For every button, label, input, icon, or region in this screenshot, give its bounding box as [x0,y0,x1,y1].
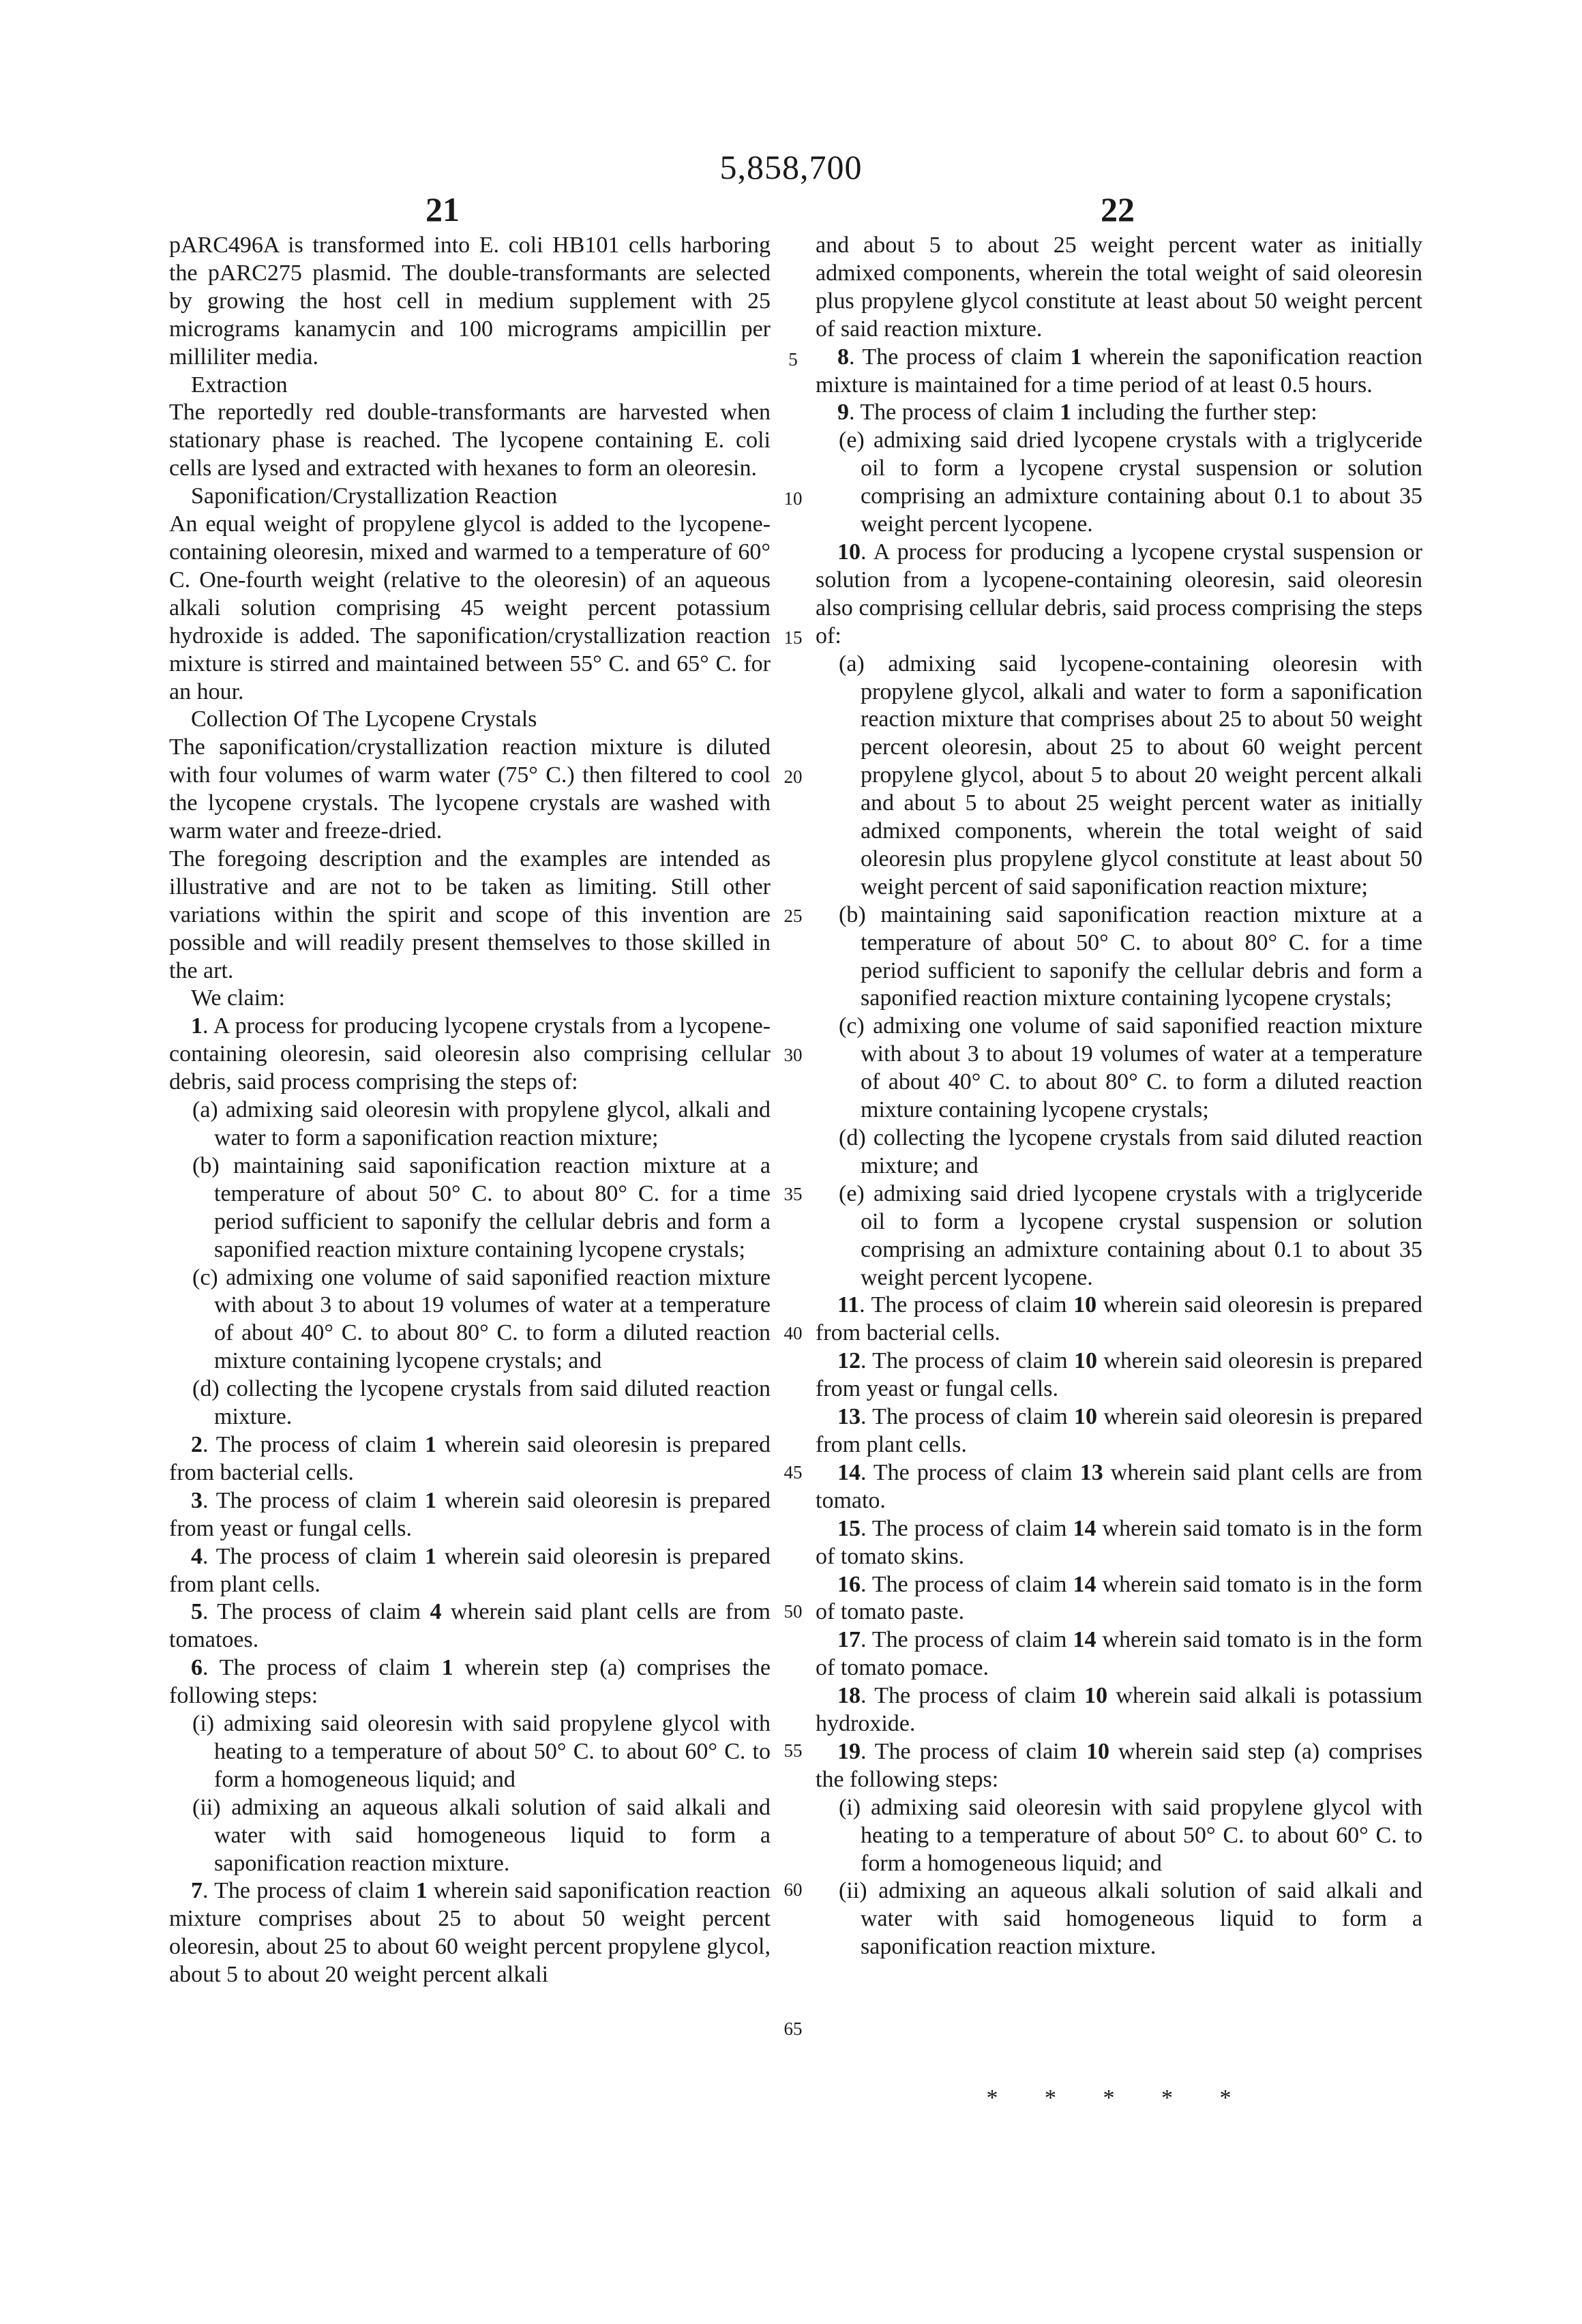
claim-text: wherein said tomato is in the form of tomato skins. [816,1516,1422,1569]
claim-step: (e) admixing said dried lycopene crystals with a triglyceride oil to form a lycopene crystal suspension or solution comprising an admixture containing about 0.1 to about 35 weight percent lycopene. [816,1180,1422,1292]
claim-text: wherein said oleoresin is prepared from plant cells. [816,1404,1422,1457]
claim-number: 5 [191,1599,203,1624]
claim-19 [816,1738,1422,1794]
claim-number: 13 [837,1404,861,1429]
claim-ref: 1 [442,1655,453,1680]
line-number: 65 [779,2018,807,2040]
claim-text: wherein step (a) comprises the following steps: [169,1655,771,1708]
claim-text: . The process of claim [861,1572,1073,1597]
claim-step: (c) admixing one volume of said saponified reaction mixture with about 3 to about 19 volumes of water at a temperature of about 40° C. to about 80° C. to form a diluted reaction mixture containing lycopene crystals; [816,1013,1422,1124]
claim-8 [816,344,1422,400]
section-heading: Extraction [169,372,771,400]
claim-15 [816,1515,1422,1571]
claim-6 [169,1654,771,1710]
claim-number: 12 [837,1348,861,1373]
claim-number: 2 [191,1432,203,1457]
claim-ref: 10 [1074,1404,1097,1429]
claim-text: wherein said oleoresin is prepared from bacterial cells. [169,1432,771,1485]
claim-7-continued: and about 5 to about 25 weight percent water as initially admixed components, wherein the total weight of said oleoresin plus propylene glycol constitute at least about 50 weight percent of said reaction mixture. [816,232,1422,344]
claim-text: . The process of claim [861,1516,1073,1541]
claim-text: . A process for producing lycopene crystals from a lycopene-containing oleoresin, said oleoresin also comprising cellular debris, said process comprising the steps of: [169,1013,771,1094]
claim-13 [816,1403,1422,1459]
claim-step: (d) collecting the lycopene crystals from said diluted reaction mixture. [169,1375,771,1431]
paragraph: The reportedly red double-transformants are harvested when stationary phase is reached. The lycopene containing E. coli cells are lysed and extracted with hexanes to form an oleoresin. [169,399,771,483]
line-number: 10 [779,488,807,509]
claim-18 [816,1682,1422,1738]
claim-ref: 10 [1084,1683,1107,1708]
claim-text: . The process of claim [203,1432,425,1457]
claim-number: 4 [191,1544,203,1569]
claim-text: including the further step: [1071,400,1317,425]
claim-text: wherein the saponification reaction mixture is maintained for a time period of at least 0.5 hours. [816,344,1422,398]
claim-9 [816,399,1422,427]
claim-step: (ii) admixing an aqueous alkali solution of said alkali and water with said homogeneous liquid to form a saponification reaction mixture. [169,1794,771,1878]
claim-ref: 14 [1073,1627,1096,1652]
claim-4 [169,1543,771,1599]
we-claim: We claim: [169,985,771,1013]
line-number: 60 [779,1879,807,1901]
claim-ref: 14 [1073,1516,1096,1541]
claim-text: . The process of claim [203,1655,442,1680]
claim-number: 9 [837,400,849,425]
paragraph: The foregoing description and the examples are intended as illustrative and are not to be taken as limiting. Still other variations within the spirit and scope of this invention are possible and will readily present themselves to those skilled in the art. [169,846,771,985]
claim-text: . The process of claim [861,1683,1084,1708]
claim-number: 6 [191,1655,203,1680]
paragraph: An equal weight of propylene glycol is added to the lycopene-containing oleoresin, mixed and warmed to a temperature of 60° C. One-fourth weight (relative to the oleoresin) of an aqueous alkali solution comprising 45 weight percent potassium hydroxide is added. The saponification/crystallization reaction mixture is stirred and maintained between 55° C. and 65° C. for an hour. [169,511,771,706]
claim-step: (b) maintaining said saponification reaction mixture at a temperature of about 50° C. to about 80° C. for a time period sufficient to saponify the cellular debris and form a saponified reaction mixture containing lycopene crystals; [816,902,1422,1013]
claim-16 [816,1571,1422,1627]
claim-ref: 10 [1074,1348,1097,1373]
claim-text: wherein said tomato is in the form of tomato pomace. [816,1627,1422,1680]
claim-step: (d) collecting the lycopene crystals from said diluted reaction mixture; and [816,1124,1422,1180]
claim-number: 14 [837,1460,861,1485]
claim-text: . The process of claim [861,1460,1080,1485]
claim-10 [816,539,1422,651]
claim-text: . The process of claim [861,1404,1074,1429]
left-column [169,232,771,1989]
claim-text: wherein said tomato is in the form of tomato paste. [816,1572,1422,1625]
claim-ref: 1 [425,1488,436,1513]
claim-text: wherein said oleoresin is prepared from bacterial cells. [816,1292,1422,1345]
line-number: 5 [779,349,807,370]
claim-step: (e) admixing said dried lycopene crystals with a triglyceride oil to form a lycopene crystal suspension or solution comprising an admixture containing about 0.1 to about 35 weight percent lycopene. [816,427,1422,539]
section-heading: Collection Of The Lycopene Crystals [169,706,771,734]
page-number-right: 22 [1101,190,1135,229]
page-number-left: 21 [426,190,460,229]
line-number: 35 [779,1184,807,1205]
claim-ref: 1 [1071,344,1082,370]
claim-text: wherein said oleoresin is prepared from plant cells. [169,1544,771,1597]
claim-number: 19 [837,1739,861,1764]
claim-step: (i) admixing said oleoresin with said propylene glycol with heating to a temperature of about 50° C. to about 60° C. to form a homogeneous liquid; and [169,1710,771,1794]
claim-text: . The process of claim [861,1739,1086,1764]
claim-step: (c) admixing one volume of said saponified reaction mixture with about 3 to about 19 volumes of water at a temperature of about 40° C. to about 80° C. to form a diluted reaction mixture containing lycopene crystals; and [169,1264,771,1376]
line-number: 50 [779,1601,807,1622]
claim-text: . The process of claim [203,1488,425,1513]
right-column [816,232,1422,1961]
claim-number: 8 [837,344,849,370]
claim-text: . The process of claim [203,1599,430,1624]
claim-number: 11 [837,1292,859,1317]
claim-text: . The process of claim [849,400,1060,425]
claim-7 [169,1877,771,1989]
line-number: 20 [779,766,807,788]
claim-3 [169,1487,771,1543]
claim-ref: 1 [425,1432,436,1457]
claim-5 [169,1598,771,1654]
claim-1 [169,1013,771,1097]
claim-number: 15 [837,1516,861,1541]
claim-text: . The process of claim [861,1627,1073,1652]
claim-number: 18 [837,1683,861,1708]
claim-text: . The process of claim [203,1544,425,1569]
claim-number: 7 [191,1878,203,1903]
claim-text: . The process of claim [203,1878,416,1903]
claim-ref: 14 [1073,1572,1096,1597]
claim-ref: 1 [1060,400,1071,425]
claim-text: wherein said saponification reaction mixture comprises about 25 to about 50 weight percent oleoresin, about 25 to about 60 weight percent propylene glycol, about 5 to about 20 weight percent alkali [169,1878,771,1987]
claim-step: (ii) admixing an aqueous alkali solution of said alkali and water with said homogeneous liquid to form a saponification reaction mixture. [816,1877,1422,1961]
claim-step: (a) admixing said lycopene-containing oleoresin with propylene glycol, alkali and water to form a saponification reaction mixture that comprises about 25 to about 50 weight percent oleoresin, about 25 to about 60 weight percent propylene glycol, about 5 to about 20 weight percent alkali and about 5 to about 25 weight percent water as initially admixed components, wherein the total weight of said oleoresin plus propylene glycol constitute at least about 50 weight percent of said saponification reaction mixture; [816,651,1422,902]
paragraph: pARC496A is transformed into E. coli HB101 cells harboring the pARC275 plasmid. The double-transformants are selected by growing the host cell in medium supplement with 25 micrograms kanamycin and 100 micrograms ampicillin per milliliter media. [169,232,771,372]
claim-text: . A process for producing a lycopene crystal suspension or solution from a lycopene-containing oleoresin, said oleoresin also comprising cellular debris, said process comprising the steps of: [816,539,1422,649]
claim-text: wherein said plant cells are from tomatoes. [169,1599,771,1652]
claim-step: (b) maintaining said saponification reaction mixture at a temperature of about 50° C. to about 80° C. for a time period sufficient to saponify the cellular debris and form a saponified reaction mixture containing lycopene crystals; [169,1152,771,1264]
claim-number: 1 [191,1013,203,1039]
claim-number: 10 [837,539,861,565]
patent-number: 5,858,700 [0,147,1582,187]
line-number: 25 [779,906,807,927]
end-of-document-mark: * * * * * [816,2085,1422,2111]
claim-14 [816,1459,1422,1515]
claim-11 [816,1292,1422,1347]
claim-text: wherein said plant cells are from tomato. [816,1460,1422,1513]
section-heading: Saponification/Crystallization Reaction [169,483,771,511]
claim-text: wherein said oleoresin is prepared from yeast or fungal cells. [169,1488,771,1541]
claim-ref: 13 [1080,1460,1103,1485]
claim-ref: 10 [1086,1739,1109,1764]
claim-17 [816,1626,1422,1682]
claim-text: . The process of claim [861,1348,1074,1373]
claim-12 [816,1347,1422,1403]
claim-step: (i) admixing said oleoresin with said propylene glycol with heating to a temperature of about 50° C. to about 60° C. to form a homogeneous liquid; and [816,1794,1422,1878]
claim-2 [169,1431,771,1487]
line-number: 40 [779,1323,807,1344]
claim-text: . The process of claim [859,1292,1073,1317]
line-number: 15 [779,627,807,649]
claim-ref: 1 [416,1878,428,1903]
paragraph: The saponification/crystallization reaction mixture is diluted with four volumes of warm water (75° C.) then filtered to cool the lycopene crystals. The lycopene crystals are washed with warm water and freeze-dried. [169,734,771,846]
claim-text: . The process of claim [849,344,1071,370]
claim-ref: 1 [425,1544,436,1569]
claim-ref: 10 [1073,1292,1096,1317]
claim-number: 3 [191,1488,203,1513]
claim-text: wherein said oleoresin is prepared from yeast or fungal cells. [816,1348,1422,1401]
claim-step: (a) admixing said oleoresin with propylene glycol, alkali and water to form a saponification reaction mixture; [169,1097,771,1152]
claim-text: wherein said alkali is potassium hydroxide. [816,1683,1422,1736]
line-number: 30 [779,1045,807,1066]
claim-number: 16 [837,1572,861,1597]
line-number: 45 [779,1462,807,1483]
line-number: 55 [779,1740,807,1761]
claim-text: wherein said step (a) comprises the following steps: [816,1739,1422,1792]
claim-ref: 4 [430,1599,442,1624]
claim-number: 17 [837,1627,861,1652]
